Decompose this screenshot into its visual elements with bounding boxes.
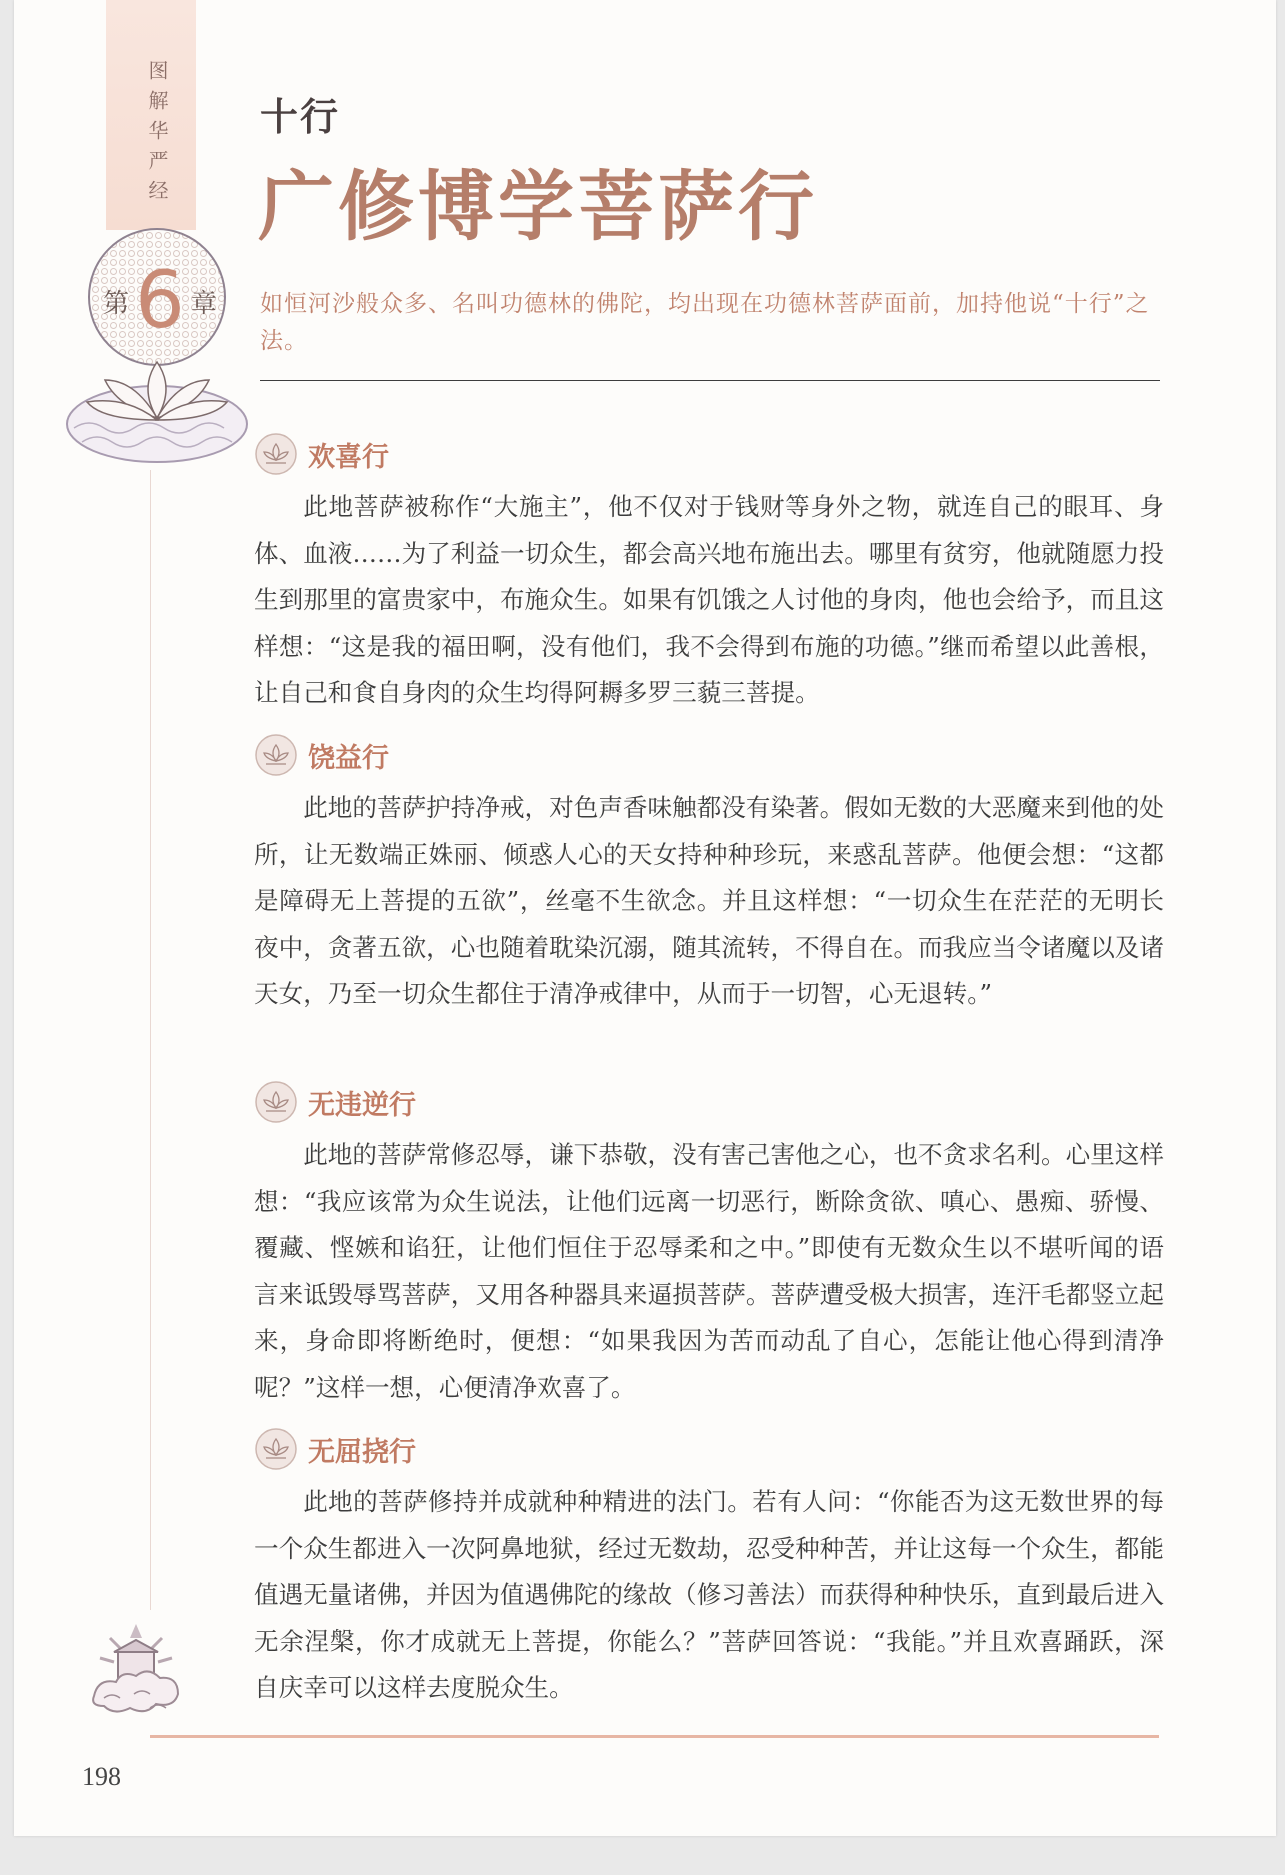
section-huanxi <box>254 430 1164 717</box>
section-body: 此地的菩萨护持净戒，对色声香味触都没有染著。假如无数的大恶魔来到他的处所，让无数端正姝丽、倾惑人心的天女持种种珍玩，来惑乱菩萨。他便会想：“这都是障碍无上菩提的五欲”，丝毫不生欲念。并且这样想：“一切众生在茫茫的无明长夜中，贪著五欲，心也随着耽染沉溺，随其流转，不得自在。而我应当令诸魔以及诸天女，乃至一切众生都住于清净戒律中，从而于一切智，心无退转。” <box>254 793 1164 1008</box>
section-title: 饶益行 <box>308 742 389 774</box>
title-divider <box>260 380 1160 381</box>
chapter-suffix: 章 <box>190 288 217 319</box>
page-number: 198 <box>82 1762 121 1791</box>
section-body: 此地菩萨被称作“大施主”，他不仅对于钱财等身外之物，就连自己的眼耳、身体、血液……为了利益一切众生，都会高兴地布施出去。哪里有贫穷，他就随愿力投生到那里的富贵家中，布施众生。如果有饥饿之人讨他的身肉，他也会给予，而且这样想：“这是我的福田啊，没有他们，我不会得到布施的功德。”继而希望以此善根，让自己和食自身肉的众生均得阿耨多罗三藐三菩提。 <box>254 492 1164 707</box>
cloud-emblem-icon <box>80 1618 192 1726</box>
lotus-seal-icon <box>254 1080 298 1124</box>
lotus-seal-icon <box>254 432 298 476</box>
section-heading <box>254 731 1164 779</box>
page-title: 广修博学菩萨行 <box>258 162 818 251</box>
book-label: 图解华严经 <box>145 60 169 210</box>
document-page <box>14 0 1276 1836</box>
section-wuweini <box>254 1078 1164 1411</box>
chapter-number <box>86 256 234 346</box>
section-heading <box>254 1078 1164 1126</box>
lotus-seal-icon <box>254 1427 298 1471</box>
chapter-digit: 6 <box>135 256 185 346</box>
intro-text: 如恒河沙般众多、名叫功德林的佛陀，均出现在功德林菩萨面前，加持他说“十行”之法。 <box>260 291 1150 354</box>
footer-rule <box>150 1735 1159 1738</box>
section-wuqunao <box>254 1425 1164 1712</box>
section-body: 此地的菩萨常修忍辱，谦下恭敬，没有害己害他之心，也不贪求名利。心里这样想：“我应该常为众生说法，让他们远离一切恶行，断除贪欲、嗔心、愚痴、骄慢、覆藏、悭嫉和谄狂，让他们恒住于忍辱柔和之中。”即使有无数众生以不堪听闻的语言来诋毁辱骂菩萨，又用各种器具来逼损菩萨。菩萨遭受极大损害，连汗毛都竖立起来，身命即将断绝时，便想：“如果我因为苦而动乱了自心，怎能让他心得到清净呢？”这样一想，心便清净欢喜了。 <box>254 1140 1164 1402</box>
side-rule <box>150 470 151 1610</box>
lotus-seal-icon <box>254 733 298 777</box>
section-subhead: 十行 <box>260 94 341 139</box>
section-body: 此地的菩萨修持并成就种种精进的法门。若有人问：“你能否为这无数世界的每一个众生都进入一次阿鼻地狱，经过无数劫，忍受种种苦，并让这每一个众生，都能值遇无量诸佛，并因为值遇佛陀的缘故（修习善法）而获得种种快乐，直到最后进入无余涅槃，你才成就无上菩提，你能么？”菩萨回答说：“我能。”并且欢喜踊跃，深自庆幸可以这样去度脱众生。 <box>254 1487 1164 1702</box>
section-title: 欢喜行 <box>308 441 389 473</box>
chapter-prefix: 第 <box>103 288 130 319</box>
lotus-flower-icon <box>64 358 250 466</box>
section-heading <box>254 1425 1164 1473</box>
section-title: 无违逆行 <box>308 1089 416 1121</box>
section-heading <box>254 430 1164 478</box>
section-raoyi <box>254 731 1164 1018</box>
section-title: 无屈挠行 <box>308 1436 416 1468</box>
